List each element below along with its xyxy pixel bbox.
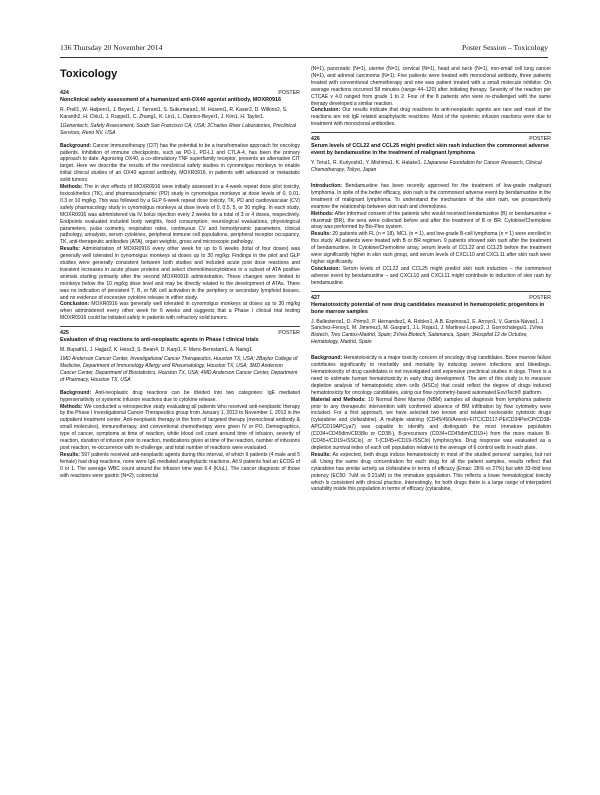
abstract-header bbox=[60, 90, 300, 97]
abstract-divider bbox=[311, 132, 551, 133]
abstract-background: Background: Cancer immunotherapy (CIT) has the potential to be a transformative approach for oncology patients. Inhibition of immune checkpoints, such as PD-1, PD-L1 and CTLA-4, has been the primary approach to date. Agonizing OX40, a co-stimulatory TNF superfamily receptor, presents an alternative CIT target. Here we describe the results of the nonclinical safety studies in cynomolgus monkeys to enable initial clinical studies of an OX40 agonist antibody, MOXR0916, in patients with advanced or metastatic solid tumors. bbox=[60, 142, 300, 184]
abstract-background: Background: Hematotoxicity is a major toxicity concern of oncology drug candidates. Bone marrow failure contributes significantly to morbidity and mortality by inducing severe infections and bleedings. Hematotoxicity of drug candidates is not investigated until expensive preclinical studies in dogs. There is a need to estimate human hematotoxicity in early drug development. The aim of this study is to measure depletion analysis of hematopoietic stem cells (HSCs) that could reflect the degree of drugs induced hematotoxicity for oncology candidates, using our flow cytometry-based automated ExviTech® platform. bbox=[311, 355, 551, 396]
abstract-number: 424 bbox=[60, 90, 69, 96]
abstract-methods: Material and Methods: 10 Normal Bone Marrow (NBM) samples all diagnosis from lymphoma patients prior to any therapeutic intervention with confirmed absence of BM infiltration by flow cytometry were included. For a first approach, we have selected two known and related nucleoside cytotoxic drugs (cytarabine and clofarabine). A multiple staining (CD45/450/Anexin-FITC/CD117-PE/CD34PerCP/CD38-APC/CD19APCya7) was capable to identify and distinguish the most immature population (CD34+CD45dim/CD38lo or CD38-), B-precursors (CD34+CD45dim/CD19+) from the more mature B-(CD45+/CD19+/SSClo), or T-(CD45+/CD19-/SSClo) lymphocytes. Drug response was evaluated as a depletion survival index of each cell population relative to the average of 6 control wells in each plate. bbox=[311, 396, 551, 451]
abstract-title: Nonclinical safety assessment of a humanized anti-OX40 agonist antibody, MOXR0916 bbox=[60, 97, 281, 103]
abstract-methods: Methods: We conducted a retrospective study evaluating all patients who received anti-neoplastic therapy by the Phase I Investigational Cancer Therapeutics group from January 1, 2013 to November 1, 2013 in the outpatient treatment center. Anti-neoplastic therapy in the form of targeted therapy (monoclonal antibody & small molecules), immunotherapy, and conventional chemotherapy were given IV or PO. Demographics, type of cancer, symptoms at time of reaction, white blood cell count around time of infusion, severity of reaction, duration of infusion prior to reaction, medications given at time of the reaction, number of infusions post reaction, re-occurrence with re-challenge, and total number of reactions were evaluated. bbox=[60, 403, 300, 451]
abstract-authors: J. Ballesteros1, D. Primo1, P. Hernandez1, A. Robles1, A.B. Espinosa1, E. Arroyo1, V. Garcia-Navas1, J. Sanchez-Fenoy1, M. Jimenez1, M. Gaspar1, J.L. Rojas1, J. Martinez-Lopez2, J. Gorrochategui1. 1Vivia Biotech, Tres Cantos-Madrid, Spain; 2Vivia Biotech, Salamanca, Spain; 3Hospital 12 de Octubre, Hematology, Madrid, Spain bbox=[311, 318, 545, 346]
abstract-number: 425 bbox=[60, 330, 69, 337]
abstract-authors: M. Bupathi1, J. Hajjar2, K. Hess3, S. Bean4, D. Karp1, F. Meric-Bernstam1, A. Naing1. bbox=[60, 347, 254, 354]
abstract-authors: Y. Terui1, R. Kuriyoshi1, Y. Mishima1, K. Hatake1. 1Japanese Foundation for Cancer Research, Clinical Chemotherapy, Tokyo, Japan bbox=[311, 160, 542, 174]
abstract-results: Results: 597 patients received anti-neoplastic agents during this interval, of which 9 patients (4 male and 5 female) had drug reactions, none were IgE mediated anaphylactic reactions. All 9 patients had an ECOG of 0 or 1. The average WBC count around the infusion time was 6.4 (K/uL). The cancer diagnosis of those with reactions were gastric (N=2), colorectal bbox=[60, 451, 300, 479]
abstract-conclusion: Conclusion: Serum levels of CCL22 and CCL25 might predict skin rash induction – the commonest adverse event by bendamustine – and CXCL10 and CXCL11 might contribute to induction of skin rash by bendamustine. bbox=[311, 265, 552, 286]
abstract-divider bbox=[60, 326, 300, 327]
left-column bbox=[60, 66, 300, 480]
abstract-title: Hematotoxicity potential of new drug candidates measured in hematopoietic progenitors in bone marrow samples bbox=[311, 301, 545, 315]
abstract-425-continued: (N=1), pancreatic (N=1), uterine (N=1), cervical (N=1), head and neck (N=1), non-small cell lung cancer (N=1), and adrenal carcinoma (N=1). Five patients were treated with monoclonal antibody, three patients treated with conventional chemotherapy and one was patient treated with a small molecule inhibitor. On average reactions occurred 58 minutes (range 44–120) after initiating therapy. Severity of the reaction per CTCAE v 4.0 ranged from grade 1 to 2. Four of the 8 patients who were re-challenged with the same therapy developed a similar reaction. bbox=[311, 66, 551, 107]
abstract-title: Evaluation of drug reactions to anti-neoplastic agents in Phase I clinical trials bbox=[60, 337, 259, 344]
abstract-results: Results: As expected, both drugs induce hematotoxicity in most of the studied persons' samples, but not all. Using the same drug concentration for each drug for all the patient samples, results reflect that cytarabine has similar activity as clofarabine in terms of efficacy (Emax: 28% vs 27%) but with 33-fold less potency (EC50: 7uM vs 0.21uM) in the immature population. This reflects a lower hematological toxicity which is consistent with clinical practice. Interestingly, for both drugs there is a large range of interpatient variability inside this population in terms of efficacy (cytarabine, bbox=[311, 451, 551, 493]
abstract-affiliations: 1Genentech, Safety Assessment, South San Francisco CA, USA; 2Charles River Laboratories, Preclinical Services, Reno NV, USA bbox=[60, 122, 297, 136]
abstract-type: POSTER bbox=[278, 330, 300, 337]
abstract-425-conclusion: Conclusion: Our results indicate that drug reactions to anti-neoplastic agents are rare and most of the reactions are not IgE related anaphylactic reactions. Most of the systemic infusion reactions were due to treatment with monoclonal antibodies. bbox=[311, 107, 552, 128]
abstract-number: 427 bbox=[311, 294, 320, 301]
abstract-type: POSTER bbox=[529, 294, 551, 301]
abstract-number: 426 bbox=[311, 136, 320, 143]
abstract-header bbox=[60, 330, 300, 337]
abstract-424 bbox=[60, 90, 300, 322]
abstract-426 bbox=[311, 136, 551, 286]
running-header bbox=[60, 43, 548, 57]
header-page-date: 136 Thursday 20 November 2014 bbox=[60, 43, 163, 52]
abstract-authors: R. Prell1, W. Halpern1, J. Beyer1, J. Tarrant1, S. Sukumaran1, M. Huseni1, R. Kaser2, D. Wilkins2, S. Karanth2, H. Chiu1, J. Ruppel1, C. Zhang1, K. Lin1, L. Damico-Beyer1, J. Kim1, H. Taylor1. bbox=[60, 107, 288, 120]
abstract-type: POSTER bbox=[529, 136, 551, 143]
header-rule bbox=[60, 57, 548, 58]
abstract-427 bbox=[311, 295, 551, 494]
section-title: Toxicology bbox=[60, 68, 118, 80]
header-section: Poster Session – Toxicology bbox=[461, 43, 548, 52]
abstract-methods: Methods: After informed consent of the patients who would received bendamustine (B) or bendamustine + rituximab (BR), the sera were collected before and after the treatment of B or BR. Cytokine/Chemokine array was performed by Bio-Plex system. bbox=[311, 210, 552, 231]
abstract-425 bbox=[60, 330, 300, 479]
abstract-conclusion: Conclusion: MOXR0916 was generally well tolerated in cynomolgus monkeys at doses up to 30 mg/kg when administered every other week for 6 weeks and suggests that a Phase I clinical trial testing MOXR0916 could be initiated safely in patients with refractory solid tumors. bbox=[60, 301, 301, 322]
abstract-header bbox=[311, 136, 551, 143]
abstract-affiliations: 1MD Anderson Cancer Center, Investigational Cancer Therapeutics, Houston TX, USA; 2Baylor College of Medicine, Department of Immunology Allergy and Rheumatology, Houston TX, USA; 3MD Anderson Cancer Center, Department of Biostatistics, Houston TX, USA; 4MD Anderson Cancer Center, Department of Pharmacy, Houston TX, USA bbox=[60, 356, 298, 383]
abstract-header bbox=[311, 295, 551, 302]
right-column bbox=[311, 66, 551, 493]
abstract-results: Results: 20 patients with FL (n = 18), MCL (n = 1), and low-grade B-cell lymphoma (n = 1) were enrolled in this study. All patients were treated with B or BR regimen. 9 patients showed skin rash after the treatment of bendamustine. In Cytokine/Chemokine array, serum levels of CCL22 and CCL25 before the treatment were significantly higher in skin rash group, and serum levels of CXCL10 and CXCL11 after skin rash were higher significantly. bbox=[311, 231, 551, 265]
abstract-introduction: Introduction: Bendamustine has been recently approved for the treatment of low-grade malignant lymphoma. In spite of the better efficacy, skin rash is the commonest adverse event by bendamustine in the treatment of malignant lymphoma. To understand the mechanism of the skin rash, we prospectively examine the relationship between skin rash and chemokines. bbox=[311, 182, 551, 210]
abstract-results: Results: Administration of MOXR0916 every other week for up to 6 weeks (total of four doses) was generally well tolerated in cynomolgus monkeys at doses up to 30 mg/kg. Findings in the pilot and GLP studies were generally consistent between both studies and included acute post dose reactions and transient increases in acute phase proteins and select chemokines/cytokines in a subset of ATA positive animals starting primarily after the second MOXR0916 administration. These changes were limited to monkeys below the 10 mg/kg dose level and may be directly related to the development of ATAs. There was no indication of persistent T, B, or NK cell activation in the periphery or secondary lymphoid tissues, and no evidence of excessive cytokine release in either study. bbox=[60, 246, 300, 301]
abstract-type: POSTER bbox=[278, 90, 300, 96]
abstract-title: Serum levels of CCL22 and CCL25 might predict skin rash induction the commonest adverse event by bendamustine in the treatment of malignant lymphoma bbox=[311, 143, 549, 157]
abstract-methods: Methods: The in vivo effects of MOXR0916 were initially assessed in a 4-week repeat dose pilot toxicity, toxicokinetics (TK), and pharmacodynamic (PD) study in cynomolgus monkeys at dose levels of 0, 0.01, 0.3 or 10 mg/kg. This was followed by a GLP 6-week repeat dose toxicity, TK, PD and cardiovascular (CV) safety pharmacology study in cynomolgus monkeys at dose levels of 0, 0.5, 5, or 30 mg/kg. In each study, MOXR0916 was administered via IV bolus injection every 2 weeks for a total of 3 or 4 doses, respectively. Endpoints evaluated included body weights, food consumption, neurological evaluations, physiological parameters, pulse oximetry, respiration rates, continuous CV and hemodynamic parameters, clinical pathology, urinalysis, serum cytokines, peripheral immune cell populations, peripheral receptor occupancy, TK, anti-therapeutic antibodies (ATA), organ weights, gross and microscopic pathology. bbox=[60, 184, 301, 246]
abstract-background: Background: Anti-neoplastic drug reactions can be divided into two categories: IgE mediated hypersensitivity or systemic infusion reactions due to cytokine release. bbox=[60, 389, 300, 403]
abstract-divider bbox=[311, 291, 551, 292]
